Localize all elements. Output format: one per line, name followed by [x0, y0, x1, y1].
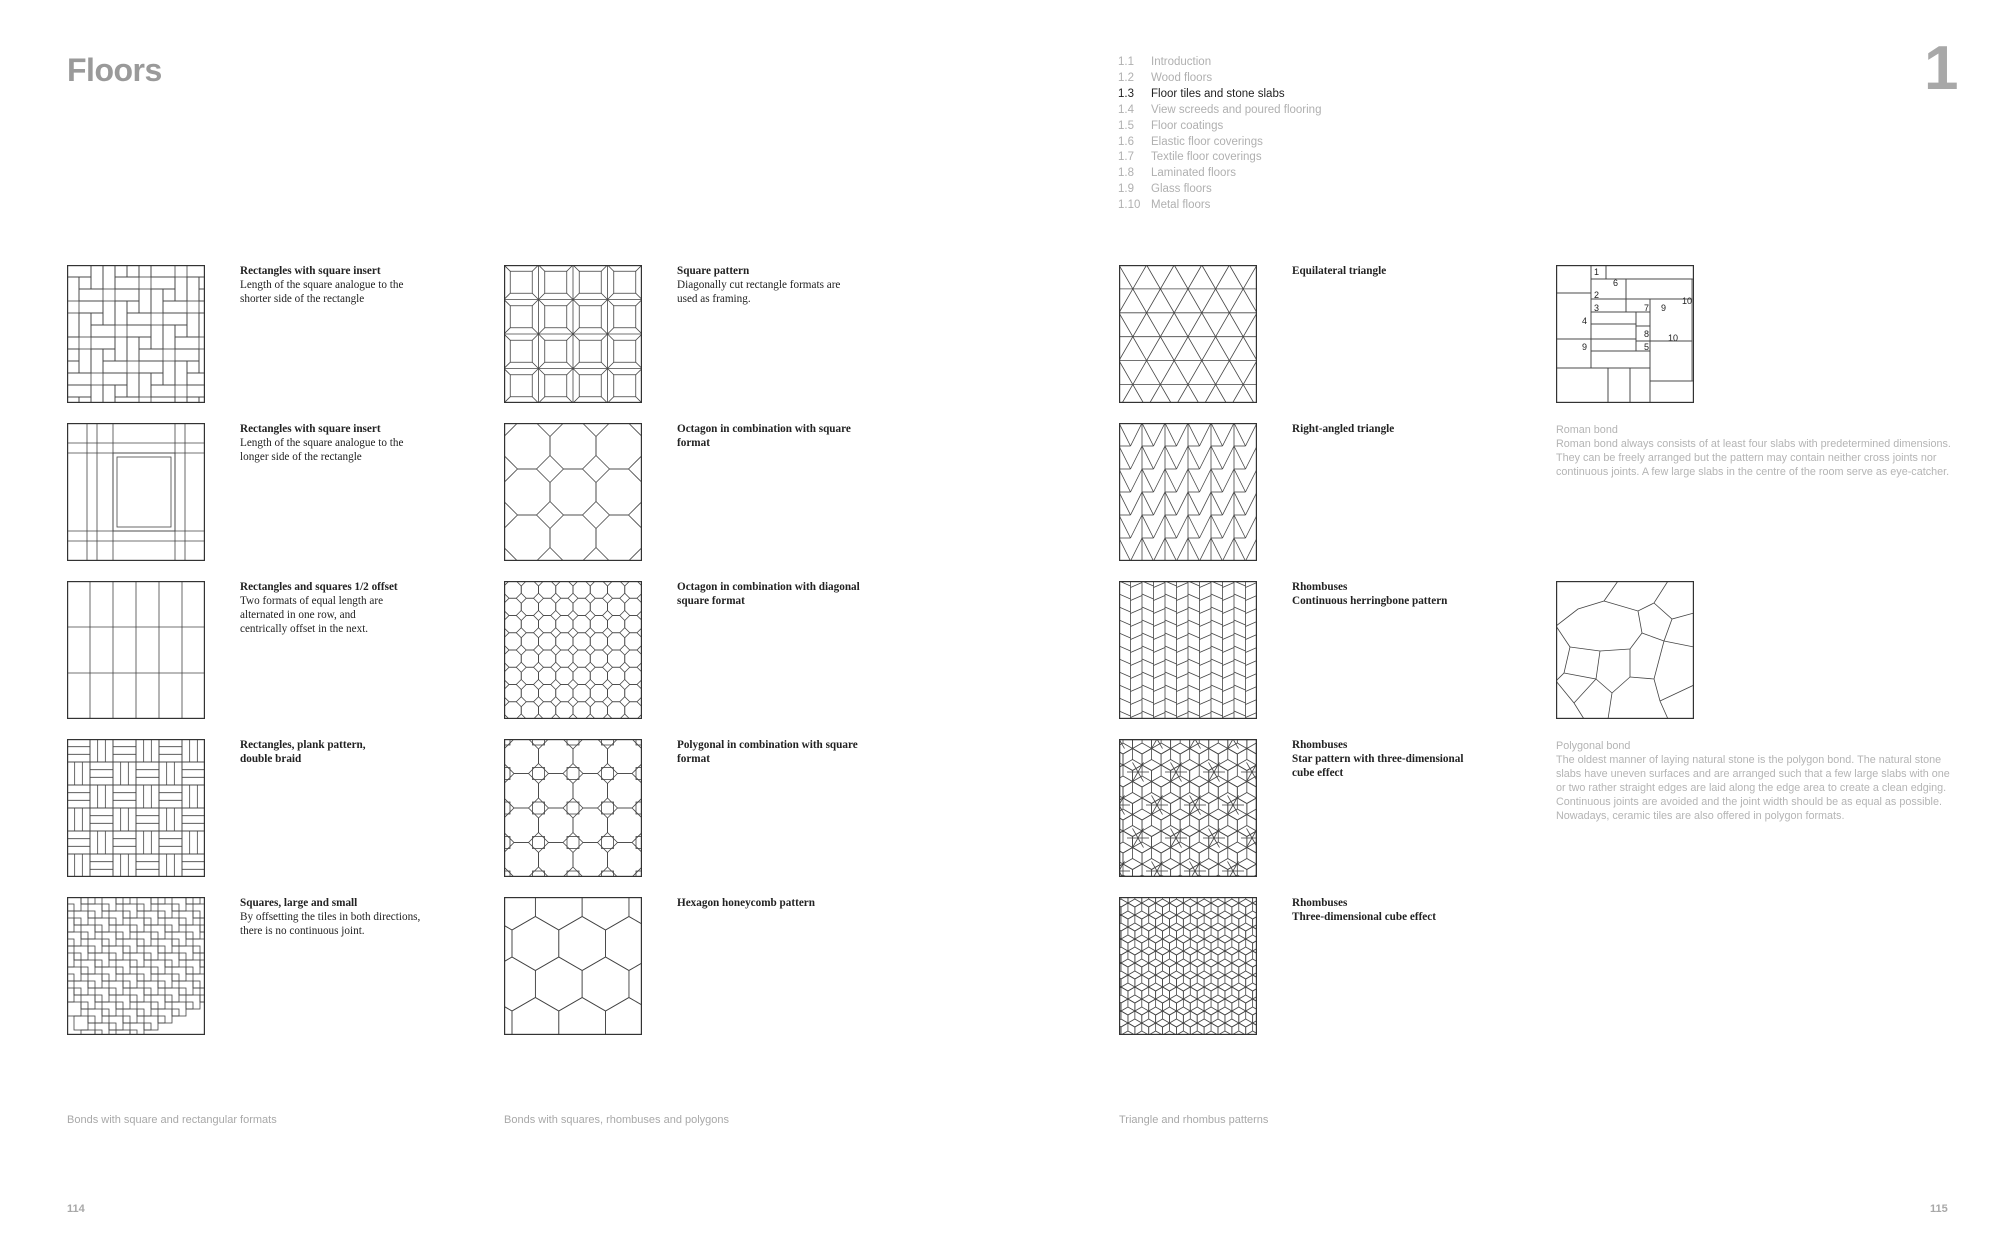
roman-label: 1: [1594, 267, 1600, 277]
caption-octagon-diagonal-square: Octagon in combination with diagonal square format: [677, 581, 860, 607]
section-label-squares-rhombuses: Bonds with squares, rhombuses and polygons: [504, 1114, 730, 1126]
toc-item[interactable]: 1.2 Wood floors: [1118, 71, 1213, 84]
tile-square-insert-short: [67, 265, 205, 403]
tile-polygonal-square: [504, 739, 642, 877]
tile-roman-bond: [1556, 265, 1694, 403]
section-label-triangle-rhombus: Triangle and rhombus patterns: [1119, 1114, 1269, 1126]
roman-label: 8: [1644, 329, 1650, 339]
tile-square-insert-long: [67, 423, 205, 561]
page-number-left: 114: [67, 1203, 85, 1215]
polygonal-bond-description: Polygonal bond The oldest manner of laying natural stone is the polygon bond. The natural stone slabs have uneven surfaces and are arranged such that a few large slabs with one or two rather straight edges are laid along the edge area to create a clean edging. Continuous joints are avoided and the joint width should be as equal as possible. Nowadays, ceramic tiles are also offered in polygon formats.: [1556, 740, 1950, 822]
caption-rhombus-herringbone: Rhombuses Continuous herringbone pattern: [1292, 581, 1448, 607]
tile-plank-double-braid: [67, 739, 205, 877]
table-of-contents: [1118, 55, 1321, 214]
roman-label: 2: [1594, 290, 1600, 300]
tile-rhombus-cube: [1119, 897, 1257, 1035]
tile-square-pattern: [504, 265, 642, 403]
toc-item[interactable]: 1.1 Introduction: [1118, 56, 1212, 68]
chapter-number: 1: [1924, 34, 1959, 103]
caption-rectangles-squares-offset: Rectangles and squares 1/2 offset Two formats of equal length are alternated in one row, and centrically offset in the next.: [240, 581, 398, 635]
tile-rectangles-squares-offset: [67, 581, 205, 719]
roman-label: 9: [1661, 303, 1667, 313]
roman-label: 6: [1613, 278, 1619, 288]
toc-item-active[interactable]: 1.3 Floor tiles and stone slabs: [1118, 87, 1285, 100]
caption-square-insert-short: Rectangles with square insert Length of the square analogue to the shorter side of the rectangle: [240, 265, 404, 305]
page-title: Floors: [67, 52, 162, 88]
roman-bond-description: Roman bond Roman bond always consists of at least four slabs with predetermined dimensions. They can be freely arranged but the pattern may contain neither cross joints nor continuous joints. A few large slabs in the centre of the room serve as eye-catcher.: [1556, 424, 1951, 478]
toc-item[interactable]: 1.6 Elastic floor coverings: [1118, 135, 1263, 148]
tile-rhombus-herringbone: [1119, 581, 1257, 719]
tile-equilateral-triangle: [1119, 265, 1257, 403]
tile-right-angled-triangle: [1119, 423, 1257, 561]
tile-octagon-diagonal-square: [504, 581, 642, 719]
caption-square-insert-long: Rectangles with square insert Length of the square analogue to the longer side of the rectangle: [240, 423, 404, 463]
caption-polygonal-square: Polygonal in combination with square format: [677, 739, 858, 765]
caption-right-angled-triangle: Right-angled triangle: [1292, 423, 1395, 435]
tile-squares-large-small: [67, 897, 205, 1035]
toc-item[interactable]: 1.4 View screeds and poured flooring: [1118, 103, 1322, 116]
caption-square-pattern: Square pattern Diagonally cut rectangle formats are used as framing.: [677, 265, 841, 305]
toc-item[interactable]: 1.10 Metal floors: [1118, 199, 1211, 212]
tile-polygonal-bond: [1556, 581, 1694, 719]
caption-hexagon-honeycomb: Hexagon honeycomb pattern: [677, 897, 815, 909]
toc-item[interactable]: 1.9 Glass floors: [1118, 183, 1212, 196]
caption-plank-double-braid: Rectangles, plank pattern, double braid: [240, 739, 366, 765]
tile-hexagon-honeycomb: [504, 897, 642, 1035]
roman-label: 10: [1668, 333, 1679, 343]
caption-octagon-square: Octagon in combination with square format: [677, 423, 851, 449]
roman-label: 4: [1582, 316, 1588, 326]
caption-squares-large-small: Squares, large and small By offsetting the tiles in both directions, there is no continuous joint.: [240, 897, 421, 937]
section-label-square-rectangular: Bonds with square and rectangular formats: [67, 1114, 277, 1126]
roman-label: 5: [1644, 342, 1650, 352]
roman-label: 10: [1682, 296, 1693, 306]
caption-rhombus-cube: Rhombuses Three-dimensional cube effect: [1292, 897, 1436, 923]
roman-label: 7: [1644, 303, 1650, 313]
roman-label: 3: [1594, 303, 1600, 313]
caption-equilateral-triangle: Equilateral triangle: [1292, 265, 1387, 277]
toc-item[interactable]: 1.8 Laminated floors: [1118, 167, 1237, 180]
toc-item[interactable]: 1.5 Floor coatings: [1118, 119, 1224, 132]
toc-item[interactable]: 1.7 Textile floor coverings: [1118, 151, 1262, 164]
tile-rhombus-star-cube: [1119, 739, 1257, 877]
caption-rhombus-star-cube: Rhombuses Star pattern with three-dimensional cube effect: [1292, 739, 1464, 779]
tile-octagon-square: [504, 423, 642, 561]
roman-label: 9: [1582, 342, 1588, 352]
page-number-right: 115: [1930, 1203, 1948, 1215]
